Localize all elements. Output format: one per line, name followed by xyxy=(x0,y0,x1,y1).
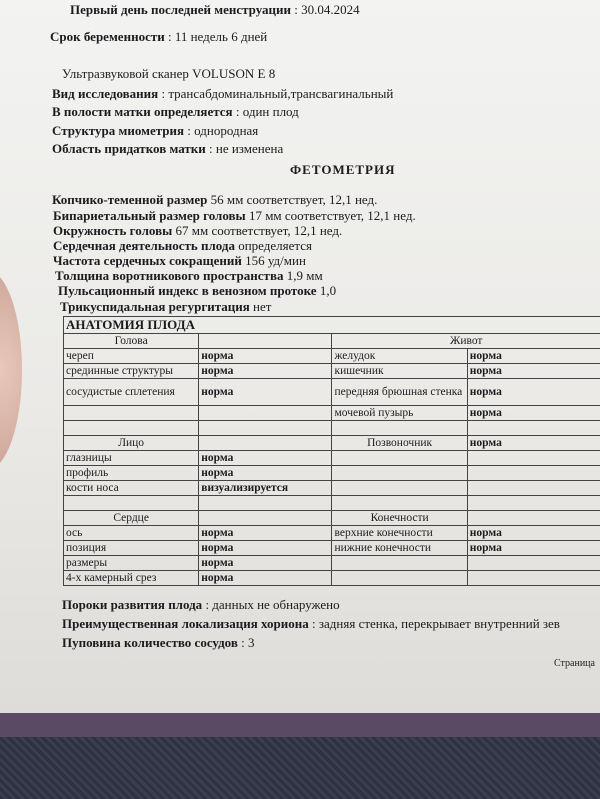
og-value: 67 мм соответствует, 12,1 нед. xyxy=(175,223,343,238)
cord-value: : 3 xyxy=(241,635,255,650)
adnexa-value: : не изменена xyxy=(209,141,284,156)
pi-value: 1,0 xyxy=(319,283,337,298)
uterus-label: В полости матки определяется xyxy=(52,104,233,119)
lmp-value: : 30.04.2024 xyxy=(294,2,360,17)
abdomen-section-title: Живот xyxy=(332,334,600,349)
fabric-background xyxy=(0,737,600,799)
ktr-label: Копчико-теменной размер xyxy=(52,192,208,207)
defects-label: Пороки развития плода xyxy=(62,597,203,612)
anatomy-title: АНАТОМИЯ ПЛОДА xyxy=(64,317,600,334)
table-row: сосудистые сплетения норма передняя брюшная стенка норма xyxy=(64,379,600,406)
anatomy-table xyxy=(63,316,600,586)
table-row: 4-х камерный срез норма xyxy=(64,571,600,586)
spine-section-title: Позвоночник xyxy=(332,436,467,451)
tr-label: Трикуспидальная регургитация xyxy=(60,299,250,314)
page-label: Страница xyxy=(554,658,595,669)
adnexa-label: Область придатков матки xyxy=(52,141,206,156)
myometrium-label: Структура миометрия xyxy=(52,123,185,138)
table-row: кости носа визуализируется xyxy=(64,481,600,496)
scanner: Ультразвуковой сканер VOLUSON E 8 xyxy=(62,66,276,81)
table-row: глазницы норма xyxy=(64,451,600,466)
table-row: мочевой пузырь норма xyxy=(64,406,600,421)
nt-label: Толщина воротникового пространства xyxy=(55,268,284,283)
defects-value: : данных не обнаружено xyxy=(205,597,340,612)
ktr-value: 56 мм соответствует, 12,1 нед. xyxy=(210,192,378,207)
lmp-label: Первый день последней менструации xyxy=(70,2,291,17)
table-row: профиль норма xyxy=(64,466,600,481)
term-value: : 11 недель 6 дней xyxy=(167,29,268,44)
finger-shadow xyxy=(0,270,22,470)
folder-edge xyxy=(0,713,600,737)
og-label: Окружность головы xyxy=(53,223,173,238)
uterus-value: : один плод xyxy=(235,104,299,119)
spine-value: норма xyxy=(467,436,600,451)
nt-value: 1,9 мм xyxy=(286,268,323,283)
tr-value: нет xyxy=(253,299,272,314)
heart-rate-label: Частота сердечных сокращений xyxy=(53,253,242,268)
bpr-label: Бипариетальный размер головы xyxy=(53,208,246,223)
table-row: позиция норма нижние конечности норма xyxy=(64,541,600,556)
limbs-section-title: Конечности xyxy=(332,511,467,526)
exam-type-value: : трансабдоминальный,трансвагинальный xyxy=(161,86,394,101)
heart-section-title: Сердце xyxy=(64,511,199,526)
myometrium-value: : однородная xyxy=(187,123,259,138)
head-section-title: Голова xyxy=(64,334,199,349)
pi-label: Пульсационный индекс в венозном протоке xyxy=(58,283,317,298)
table-row: череп норма желудок норма xyxy=(64,349,600,364)
chorion-label: Преимущественная локализация хориона xyxy=(62,616,309,631)
heart-activity-label: Сердечная деятельность плода xyxy=(53,238,235,253)
heart-rate-value: 156 уд/мин xyxy=(245,253,306,268)
table-row: ось норма верхние конечности норма xyxy=(64,526,600,541)
table-row: размеры норма xyxy=(64,556,600,571)
exam-type-label: Вид исследования xyxy=(52,86,159,101)
chorion-value: : задняя стенка, перекрывает внутренний зев xyxy=(312,616,560,631)
table-row: срединные структуры норма кишечник норма xyxy=(64,364,600,379)
bpr-value: 17 мм соответствует, 12,1 нед. xyxy=(248,208,416,223)
fetometry-title: ФЕТОМЕТРИЯ xyxy=(290,162,396,177)
face-section-title: Лицо xyxy=(64,436,199,451)
term-label: Срок беременности xyxy=(50,29,165,44)
cord-label: Пуповина количество сосудов xyxy=(62,635,238,650)
heart-activity-value: определяется xyxy=(238,238,312,253)
